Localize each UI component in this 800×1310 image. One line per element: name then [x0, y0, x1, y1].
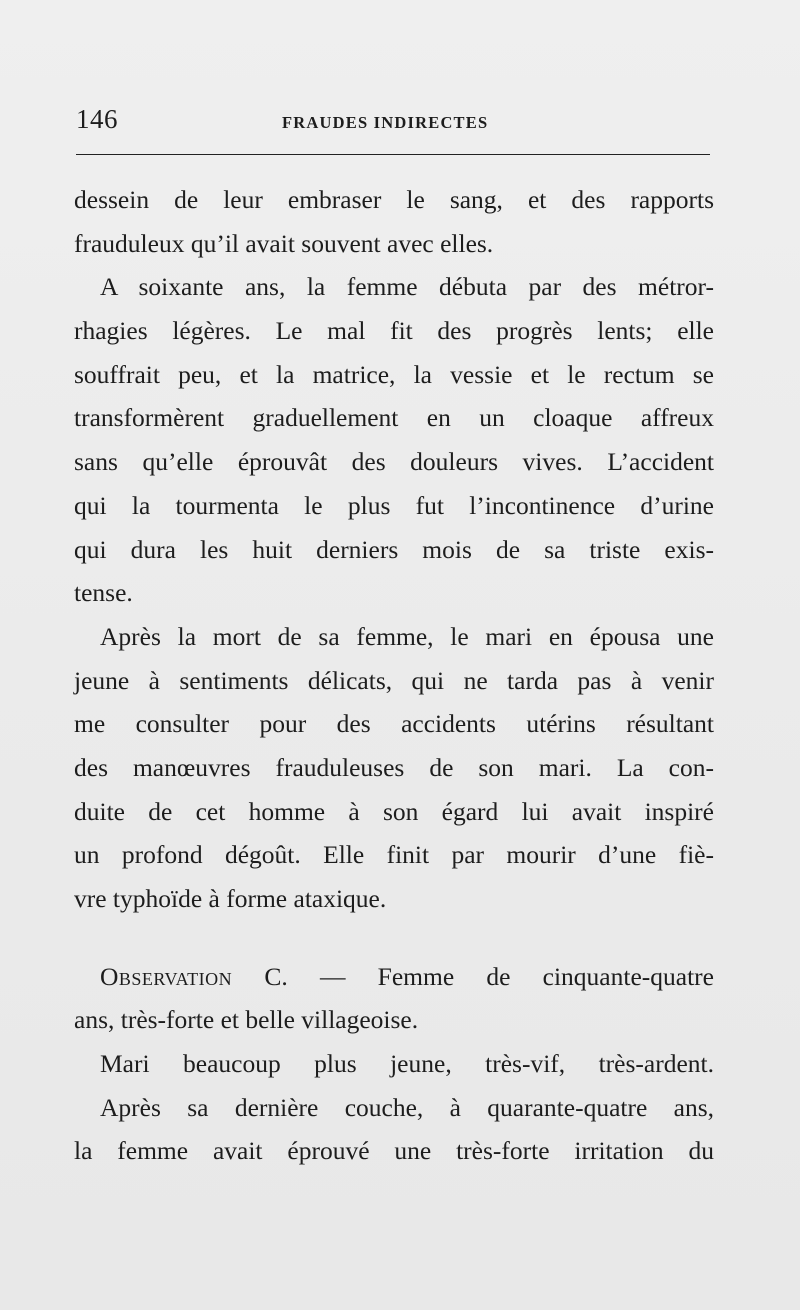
observation-heading-line: [74, 955, 714, 999]
text-line: tense.: [74, 578, 133, 608]
text-line: qui dura les huit derniers mois de sa triste exis-: [74, 534, 714, 564]
observation-label: Observation: [100, 961, 233, 991]
text-line: la femme avait éprouvé une très-forte irritation du: [74, 1136, 714, 1166]
text-line: duite de cet homme à son égard lui avait inspiré: [74, 796, 714, 826]
text-line: Mari beaucoup plus jeune, très-vif, très-ardent.: [100, 1049, 714, 1079]
text-line: me consulter pour des accidents utérins résultant: [74, 709, 714, 739]
observation-text: C. — Femme de cinquante-quatre: [232, 961, 714, 991]
text-line: qui la tourmenta le plus fut l’incontinence d’urine: [74, 490, 714, 520]
text-line: Après sa dernière couche, à quarante-quatre ans,: [100, 1092, 714, 1122]
header-rule: [76, 154, 710, 155]
text-line: souffrait peu, et la matrice, la vessie et le rectum se: [74, 359, 714, 389]
text-line: ans, très-forte et belle villageoise.: [74, 1005, 419, 1035]
text-line: dessein de leur embraser le sang, et des rapports: [74, 185, 714, 214]
page-number: 146: [76, 104, 118, 134]
page-header: [76, 100, 712, 140]
text-line: Après la mort de sa femme, le mari en épousa une: [100, 621, 714, 651]
text-line: jeune à sentiments délicats, qui ne tarda pas à venir: [74, 665, 714, 695]
text-line: des manœuvres frauduleuses de son mari. La con-: [74, 752, 714, 782]
body-text: [74, 178, 714, 1173]
text-line: un profond dégoût. Elle finit par mourir d’une fiè-: [74, 840, 714, 870]
text-line: frauduleux qu’il avait souvent avec elles.: [74, 228, 494, 258]
text-line: vre typhoïde à forme ataxique.: [74, 884, 387, 913]
text-line: sans qu’elle éprouvât des douleurs vives. L’accident: [74, 447, 714, 477]
text-line: A soixante ans, la femme débuta par des métror-: [100, 272, 714, 302]
running-head: FRAUDES INDIRECTES: [282, 113, 489, 132]
text-line: rhagies légères. Le mal fit des progrès lents; elle: [74, 316, 714, 346]
text-line: transformèrent graduellement en un cloaque affreux: [74, 403, 714, 433]
section-gap: [74, 921, 714, 955]
